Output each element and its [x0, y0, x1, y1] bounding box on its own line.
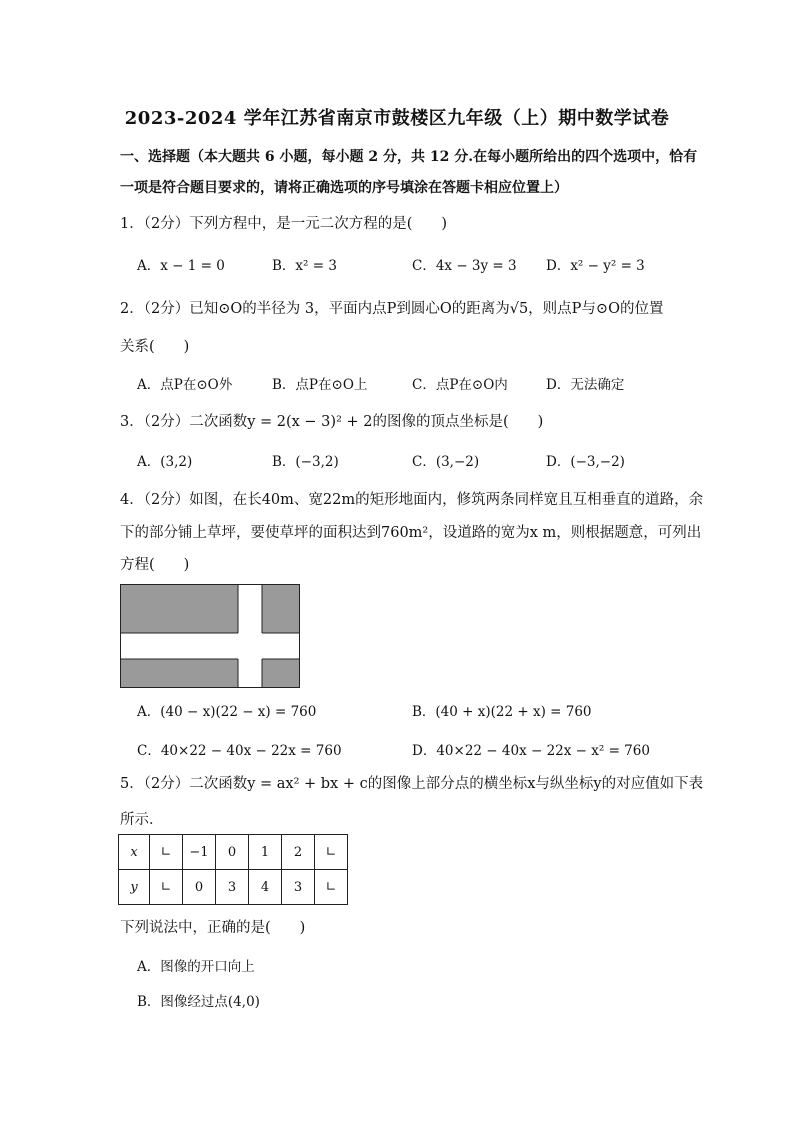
q4-option-a: A．(40 − x)(22 − x) = 760 — [137, 704, 317, 720]
road-diagram-figure — [120, 584, 300, 688]
table-cell: 0 — [183, 870, 216, 905]
question-4-stem-line-2: 下的部分铺上草坪，要使草坪的面积达到760m²，设道路的宽为x m，则根据题意，可列出 — [120, 525, 702, 541]
q2-option-b: B．点P在⊙O上 — [272, 377, 368, 393]
exam-title: 2023-2024 学年江苏省南京市鼓楼区九年级（上）期中数学试卷 — [124, 108, 670, 129]
q1-option-c: C．4x − 3y = 3 — [412, 258, 517, 274]
question-2-stem-line-2: 关系( ) — [120, 339, 190, 355]
section-instructions-line-1: 一、选择题（本大题共 6 小题，每小题 2 分，共 12 分.在每小题所给出的四个选项中，恰有 — [120, 149, 698, 165]
q2-option-c: C．点P在⊙O内 — [412, 377, 508, 393]
table-cell: 1 — [249, 835, 282, 870]
table-row — [119, 870, 348, 905]
lawn-top-left — [121, 585, 238, 633]
table-cell: ∟ — [150, 870, 183, 905]
question-1-stem: 1．（2分）下列方程中，是一元二次方程的是( ) — [120, 216, 448, 232]
table-row — [119, 835, 348, 870]
question-3-stem: 3．（2分）二次函数y = 2(x − 3)² + 2的图像的顶点坐标是( ) — [120, 414, 544, 430]
question-5-stem-line-1: 5．（2分）二次函数y = ax² + bx + c的图像上部分点的横坐标x与纵坐标y的对应值如下表 — [120, 776, 704, 792]
q1-option-a: A．x − 1 = 0 — [137, 258, 225, 274]
table-cell: 2 — [282, 835, 315, 870]
q4-option-d: D．40×22 − 40x − 22x − x² = 760 — [412, 743, 650, 759]
q3-option-d: D．(−3,−2) — [546, 454, 625, 470]
q5-option-a: A．图像的开口向上 — [137, 959, 255, 975]
table-cell: 0 — [216, 835, 249, 870]
question-5-stem-line-2: 所示． — [120, 812, 164, 828]
q3-option-a: A．(3,2) — [137, 454, 193, 470]
lawn-top-right — [262, 585, 299, 633]
q4-option-c: C．40×22 − 40x − 22x = 760 — [137, 743, 342, 759]
q4-option-b: B．(40 + x)(22 + x) = 760 — [412, 704, 592, 720]
table-cell: ∟ — [150, 835, 183, 870]
table-cell: ∟ — [315, 835, 348, 870]
table-cell: 4 — [249, 870, 282, 905]
table-cell: 3 — [216, 870, 249, 905]
table-cell: −1 — [183, 835, 216, 870]
q2-option-a: A．点P在⊙O外 — [137, 377, 233, 393]
table-cell: x — [119, 835, 150, 870]
table-cell: y — [119, 870, 150, 905]
table-cell: 3 — [282, 870, 315, 905]
table-cell: ∟ — [315, 870, 348, 905]
question-4-stem-line-1: 4．（2分）如图，在长40m、宽22m的矩形地面内，修筑两条同样宽且互相垂直的道路，余 — [120, 492, 704, 508]
question-5-prompt: 下列说法中，正确的是( ) — [120, 920, 306, 936]
value-table — [118, 834, 348, 905]
lawn-bottom-left — [121, 659, 238, 687]
q3-option-b: B．(−3,2) — [272, 454, 339, 470]
section-instructions-line-2: 一项是符合题目要求的，请将正确选项的序号填涂在答题卡相应位置上） — [120, 180, 568, 196]
question-4-stem-line-3: 方程( ) — [120, 557, 190, 573]
q1-option-b: B．x² = 3 — [272, 258, 337, 274]
question-2-stem-line-1: 2．（2分）已知⊙O的半径为 3，平面内点P到圆心O的距离为√5，则点P与⊙O的位置 — [120, 301, 664, 317]
lawn-bottom-right — [262, 659, 299, 687]
q5-option-b: B．图像经过点(4,0) — [137, 994, 260, 1010]
q1-option-d: D．x² − y² = 3 — [546, 258, 645, 274]
q3-option-c: C．(3,−2) — [412, 454, 480, 470]
q2-option-d: D．无法确定 — [546, 377, 625, 393]
